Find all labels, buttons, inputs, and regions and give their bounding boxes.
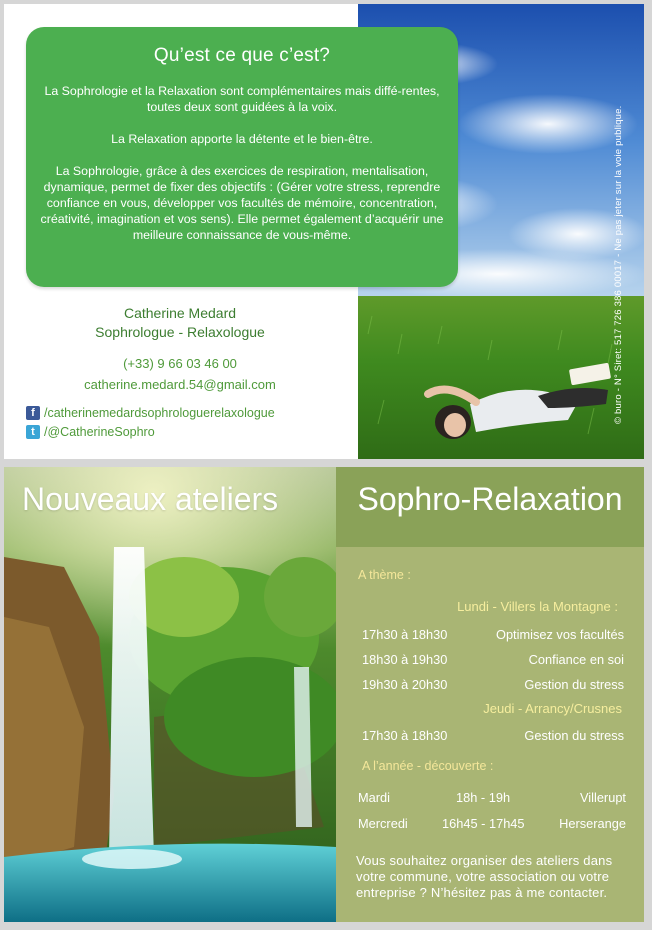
row-time: 17h30 à 18h30 — [362, 627, 448, 642]
monday-label: Lundi - Villers la Montagne : — [457, 599, 618, 614]
year-label: A l’année - découverte : — [362, 759, 494, 773]
contact-role: Sophrologue - Relaxologue — [95, 324, 265, 340]
row-place: Herserange — [559, 816, 626, 831]
thursday-label: Jeudi - Arrancy/Crusnes — [483, 701, 622, 716]
contact-phone[interactable]: (+33) 9 66 03 46 00 — [123, 356, 237, 371]
row-time: 18h - 19h — [456, 790, 511, 805]
row-day: Mardi — [358, 790, 390, 805]
info-paragraph-3: La Sophrologie, grâce à des exercices de respiration, mentalisation, dynamique, permet de fixer des objectifs : (Gérer votre stress, reprendre confiance en vous, développer vos facultés de mémoire, concentration, créativité, imagination et vos sens). Elle permet également d’acquérir une meilleure connaissance de vous-même. — [40, 164, 444, 242]
row-time: 16h45 - 17h45 — [442, 816, 525, 831]
facebook-handle: /catherinemedardsophrologuerelaxologue — [44, 406, 275, 420]
row-topic: Gestion du stress — [524, 677, 624, 692]
back-panel — [4, 467, 644, 922]
twitter-handle: /@CatherineSophro — [44, 425, 155, 439]
facebook-link[interactable] — [26, 406, 275, 420]
contact-name: Catherine Medard — [123, 305, 237, 321]
title-new-workshops: Nouveaux ateliers — [22, 481, 279, 517]
closing-message: Vous souhaitez organiser des ateliers dans votre commune, votre association ou votre entreprise ? N’hésitez pas à me contacter. — [356, 853, 613, 900]
info-paragraph-1: La Sophrologie et la Relaxation sont complémentaires mais diffé-rentes, toutes deux sont guidées à la voix. — [44, 84, 440, 114]
info-paragraph-2: La Relaxation apporte la détente et le bien-être. — [111, 132, 373, 146]
twitter-link[interactable] — [26, 425, 155, 439]
row-time: 17h30 à 18h30 — [362, 728, 448, 743]
legal-note: © buro - N° Siret: 517 726 386 00017 - Ne pas jeter sur la voie publique. — [613, 105, 624, 424]
row-topic: Optimisez vos facultés — [495, 627, 624, 642]
row-time: 18h30 à 19h30 — [362, 652, 448, 667]
row-time: 19h30 à 20h30 — [362, 677, 448, 692]
row-topic: Gestion du stress — [524, 728, 624, 743]
theme-label: A thème : — [358, 568, 411, 582]
schedule-header — [336, 467, 644, 547]
row-day: Mercredi — [358, 816, 408, 831]
title-sophro-relaxation: Sophro-Relaxation — [357, 481, 623, 517]
contact-block — [24, 304, 336, 392]
row-place: Villerupt — [579, 790, 626, 805]
contact-email[interactable]: catherine.medard.54@gmail.com — [84, 377, 276, 392]
front-panel — [4, 4, 644, 459]
info-box — [26, 27, 458, 287]
info-title: Qu’est ce que c’est? — [153, 45, 331, 66]
facebook-icon: f — [26, 406, 40, 420]
row-topic: Confiance en soi — [528, 652, 624, 667]
twitter-icon: t — [26, 425, 40, 439]
schedule-panel — [336, 467, 644, 922]
waterfall-photo — [4, 467, 336, 922]
